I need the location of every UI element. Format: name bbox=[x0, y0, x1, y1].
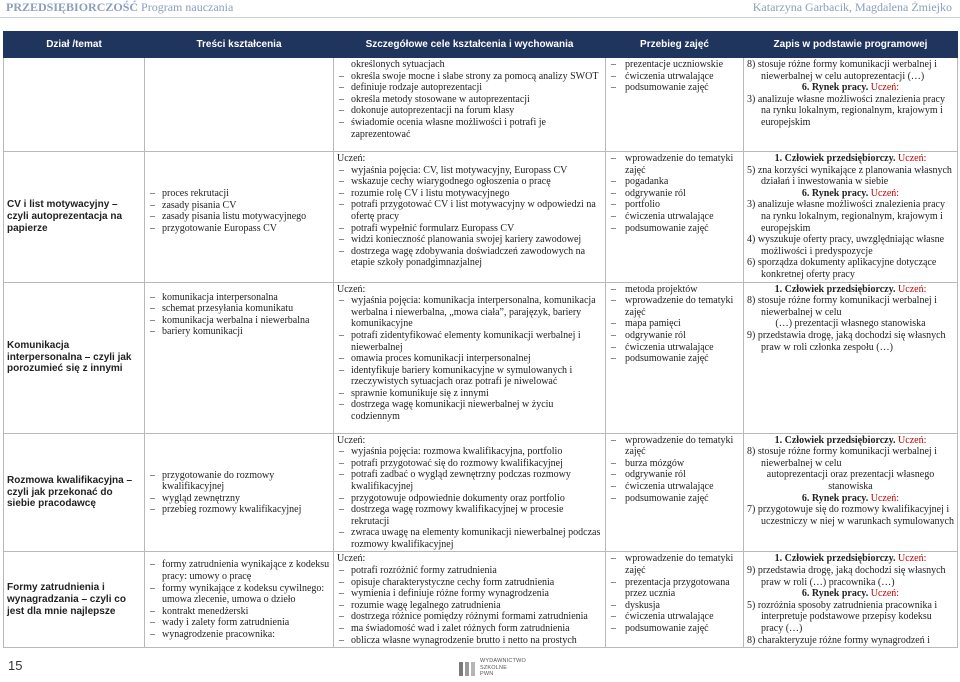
logo-line-3: PWN bbox=[480, 671, 494, 677]
course-item: – podsumowanie zajęć bbox=[609, 623, 740, 635]
curriculum-section bbox=[747, 153, 954, 165]
curriculum-section-title: 6. Rynek pracy. bbox=[801, 187, 869, 199]
table-row bbox=[4, 152, 958, 283]
content-item: – komunikacja interpersonalna bbox=[148, 292, 330, 304]
curriculum-text: (…) prezentacji własnego stanowiska bbox=[775, 318, 926, 330]
table-row bbox=[4, 552, 958, 648]
goal-item: – sprawnie komunikuje się z innymi bbox=[337, 388, 602, 400]
content-item: – przygotowanie do rozmowy kwalifikacyjnej bbox=[148, 470, 330, 493]
column-header-content: Treści kształcenia bbox=[145, 32, 334, 58]
goal-item: – opisuje charakterystyczne cechy form zatrudnienia bbox=[337, 577, 602, 589]
curriculum-section bbox=[747, 435, 954, 447]
course-list bbox=[609, 153, 740, 234]
curriculum-requirement: 8) stosuje różne formy komunikacji werbalnej i niewerbalnej w celu autoprezentacji (…) bbox=[747, 59, 937, 82]
curriculum-requirement: 5) zna korzyści wynikające z planowania własnych działań i inwestowania w siebie bbox=[747, 164, 952, 188]
course-item: – metoda projektów bbox=[609, 284, 740, 296]
course-item: – wprowadzenie do tematyki zajęć bbox=[609, 153, 740, 176]
curriculum-section-student: Uczeń: bbox=[868, 492, 900, 504]
course-item: – portfolio bbox=[609, 199, 740, 211]
curriculum-requirement: 8) stosuje różne formy komunikacji werbalnej i niewerbalnej w celu bbox=[747, 295, 937, 318]
content-list bbox=[148, 153, 330, 234]
page-header bbox=[0, 0, 960, 18]
curriculum-section bbox=[747, 493, 954, 505]
content-item: – proces rekrutacji bbox=[148, 188, 330, 200]
course-item: – podsumowanie zajęć bbox=[609, 353, 740, 365]
cell-course bbox=[606, 433, 744, 552]
course-list bbox=[609, 553, 740, 634]
curriculum-section-title: 1. Człowiek przedsiębiorczy. bbox=[774, 434, 896, 446]
cell-course bbox=[606, 552, 744, 648]
logo-line-1: WYDAWNICTWO bbox=[480, 658, 526, 664]
cell-core-curriculum bbox=[744, 152, 958, 283]
cell-goals bbox=[334, 282, 606, 433]
goals-lead: Uczeń: bbox=[337, 283, 366, 295]
goal-item: – wyjaśnia pojęcia: CV, list motywacyjny, Europass CV bbox=[337, 165, 602, 177]
cell-goals bbox=[334, 152, 606, 283]
goal-item: – przygotowuje odpowiednie dokumenty oraz portfolio bbox=[337, 493, 602, 505]
goal-item: – potrafi rozróżnić formy zatrudnienia bbox=[337, 565, 602, 577]
goal-item: – wskazuje cechy wiarygodnego ogłoszenia o pracę bbox=[337, 176, 602, 188]
content-item: – wynagrodzenie pracownika: bbox=[148, 629, 330, 641]
cell-topic: CV i list motywacyjny – czyli autoprezentacja na papierze bbox=[4, 152, 145, 283]
cell-core-curriculum bbox=[744, 282, 958, 433]
curriculum-requirement: 4) wyszukuje oferty pracy, uwzględniając własne możliwości i predyspozycje bbox=[747, 234, 945, 257]
publisher-logo bbox=[458, 658, 526, 680]
curriculum-requirement: 9) przedstawia drogę, jaką dochodzi się własnych praw w roli (…) pracownika (…) bbox=[747, 565, 946, 588]
content-item: – wady i zalety form zatrudnienia bbox=[148, 617, 330, 629]
curriculum-requirement: 3) analizuje własne możliwości znalezienia pracy na rynku lokalnym, regionalnym, krajowym i europejskim bbox=[747, 199, 945, 234]
course-item: – podsumowanie zajęć bbox=[609, 493, 740, 505]
goal-item: – oblicza własne wynagrodzenie brutto i netto na prostych bbox=[337, 635, 602, 647]
curriculum-requirement: 3) analizuje własne możliwości znalezienia pracy na rynku lokalnym, regionalnym, krajowym i europejskim bbox=[747, 93, 945, 128]
course-item: – burza mózgów bbox=[609, 458, 740, 470]
goal-item: – potrafi zadbać o wygląd zewnętrzny podczas rozmowy kwalifikacyjnej bbox=[337, 469, 602, 492]
goals-lead: Uczeń: bbox=[337, 553, 366, 565]
column-header-core-curriculum: Zapis w podstawie programowej bbox=[744, 32, 958, 58]
cell-course bbox=[606, 152, 744, 283]
publisher-logo-icon bbox=[458, 660, 476, 678]
goals-list bbox=[337, 153, 602, 269]
curriculum-section-student: Uczeń: bbox=[895, 553, 927, 565]
course-item: – wprowadzenie do tematyki zajęć bbox=[609, 553, 740, 576]
course-item: – ćwiczenia utrwalające bbox=[609, 211, 740, 223]
content-item: – kontrakt menedżerski bbox=[148, 606, 330, 618]
cell-goals bbox=[334, 58, 606, 152]
goals-lead: Uczeń: bbox=[337, 153, 366, 164]
brand-title: PRZEDSIĘBIORCZOŚĆ bbox=[6, 0, 139, 14]
goal-item: – potrafi przygotować CV i list motywacyjny w odpowiedzi na ofertę pracy bbox=[337, 199, 602, 222]
curriculum-requirement: 7) przygotowuje się do rozmowy kwalifikacyjnej i uczestniczy w niej w warunkach symulowanych bbox=[747, 504, 954, 527]
curriculum-requirement: 5) rozróżnia sposoby zatrudnienia pracownika i interpretuje podstawowe przepisy kodeksu pracy (…) bbox=[747, 599, 938, 635]
goals-list bbox=[337, 553, 602, 646]
column-header-topic: Dział /temat bbox=[4, 32, 145, 58]
goal-item: – zwraca uwagę na elementy komunikacji niewerbalnej podczas rozmowy kwalifikacyjnej bbox=[337, 527, 602, 550]
curriculum-requirement: 6) sporządza dokumenty aplikacyjne dotyczące konkretnej oferty pracy bbox=[747, 257, 937, 280]
goal-item: – definiuje rodzaje autoprezentacji bbox=[337, 82, 602, 94]
cell-content bbox=[145, 152, 334, 283]
goal-item: – widzi konieczność planowania swojej kariery zawodowej bbox=[337, 234, 602, 246]
curriculum-section bbox=[747, 284, 954, 296]
curriculum-section bbox=[747, 82, 954, 94]
cell-topic: Formy zatrudnienia i wynagradzania – czyli co jest dla mnie najlepsze bbox=[4, 552, 145, 648]
authors: Katarzyna Garbacik, Magdalena Żmiejko bbox=[752, 0, 952, 14]
course-item: – podsumowanie zajęć bbox=[609, 82, 740, 94]
goal-item: – wyjaśnia pojęcia: komunikacja interpersonalna, komunikacja werbalna i niewerbalna, „mowa ciała”, parajęzyk, bariery komunikacyjne bbox=[337, 295, 602, 330]
curriculum-section-title: 6. Rynek pracy. bbox=[801, 492, 869, 504]
curriculum-section bbox=[747, 553, 954, 565]
curriculum-section-title: 1. Człowiek przedsiębiorczy. bbox=[774, 153, 896, 164]
goal-item: – dostrzega wagę rozmowy kwalifikacyjnej w procesie rekrutacji bbox=[337, 504, 602, 527]
goals-list bbox=[337, 435, 602, 551]
cell-content bbox=[145, 282, 334, 433]
goal-item: określonych sytuacjach bbox=[351, 59, 445, 70]
brand bbox=[6, 2, 233, 14]
content-item: – wygląd zewnętrzny bbox=[148, 493, 330, 505]
content-item: – formy zatrudnienia wynikające z kodeksu pracy: umowy o pracę bbox=[148, 559, 330, 582]
course-list bbox=[609, 435, 740, 505]
goals-list bbox=[337, 59, 602, 140]
goal-item: – dostrzega wagę zdobywania doświadczeń zawodowych na etapie szkoły ponadgimnazjalnej bbox=[337, 246, 602, 269]
goal-item: – ma świadomość wad i zalet różnych form zatrudnienia bbox=[337, 623, 602, 635]
curriculum-section bbox=[747, 188, 954, 200]
goal-item: – omawia proces komunikacji interpersonalnej bbox=[337, 353, 602, 365]
page-number: 15 bbox=[8, 658, 23, 673]
course-item: – odgrywanie ról bbox=[609, 188, 740, 200]
curriculum-section-student: Uczeń: bbox=[868, 187, 900, 199]
course-item: – odgrywanie ról bbox=[609, 469, 740, 481]
course-item: – prezentacja przygotowana przez ucznia bbox=[609, 577, 740, 600]
course-item: – ćwiczenia utrwalające bbox=[609, 342, 740, 354]
goal-item: – potrafi zidentyfikować elementy komunikacji werbalnej i niewerbalnej bbox=[337, 330, 602, 353]
goal-item: – określa swoje mocne i słabe strony za pomocą analizy SWOT bbox=[337, 71, 602, 83]
column-header-course: Przebieg zajęć bbox=[606, 32, 744, 58]
content-list bbox=[148, 553, 330, 640]
brand-subtitle: Program nauczania bbox=[141, 0, 234, 14]
goal-item: – wyjaśnia pojęcia: rozmowa kwalifikacyjna, portfolio bbox=[337, 446, 602, 458]
course-item: – wprowadzenie do tematyki zajęć bbox=[609, 435, 740, 458]
course-item: – ćwiczenia utrwalające bbox=[609, 71, 740, 83]
curriculum-section-title: 6. Rynek pracy. bbox=[801, 82, 869, 94]
lesson-plan-table bbox=[3, 31, 958, 648]
content-item: – schemat przesyłania komunikatu bbox=[148, 303, 330, 315]
curriculum-requirement: 9) przedstawia drogę, jaką dochodzi się własnych praw w roli członka zespołu (…) bbox=[747, 329, 946, 353]
curriculum-section-student: Uczeń: bbox=[895, 153, 927, 164]
table-row bbox=[4, 282, 958, 433]
cell-goals bbox=[334, 552, 606, 648]
content-item: – komunikacja werbalna i niewerbalna bbox=[148, 315, 330, 327]
curriculum-requirement: 8) charakteryzuje różne formy wynagrodzeń i bbox=[747, 634, 930, 646]
curriculum-section bbox=[747, 588, 954, 600]
cell-content bbox=[145, 552, 334, 648]
goal-item: – potrafi przygotować się do rozmowy kwalifikacyjnej bbox=[337, 458, 602, 470]
curriculum-text: autoprezentacji oraz prezentacji własnego stanowiska bbox=[766, 469, 935, 492]
cell-goals bbox=[334, 433, 606, 552]
course-list bbox=[609, 59, 740, 94]
course-item: – odgrywanie ról bbox=[609, 330, 740, 342]
goal-item: – dostrzega wagę komunikacji niewerbalnej w życiu codziennym bbox=[337, 399, 602, 422]
content-list bbox=[148, 435, 330, 516]
table-row bbox=[4, 58, 958, 152]
cell-content bbox=[145, 58, 334, 152]
logo-line-2: SZKOLNE bbox=[480, 664, 508, 671]
goal-item: – rozumie wagę legalnego zatrudnienia bbox=[337, 600, 602, 612]
table-row bbox=[4, 433, 958, 552]
cell-course bbox=[606, 58, 744, 152]
content-list bbox=[148, 284, 330, 338]
curriculum-section-title: 1. Człowiek przedsiębiorczy. bbox=[774, 553, 896, 565]
goal-item: – dokonuje autoprezentacji na forum klasy bbox=[337, 105, 602, 117]
goal-item: – świadomie ocenia własne możliwości i potrafi je zaprezentować bbox=[337, 117, 602, 140]
curriculum-section-student: Uczeń: bbox=[895, 434, 927, 446]
course-item: – dyskusja bbox=[609, 600, 740, 612]
course-item: – ćwiczenia utrwalające bbox=[609, 611, 740, 623]
content-item: – zasady pisania CV bbox=[148, 200, 330, 212]
cell-content bbox=[145, 433, 334, 552]
cell-topic: Rozmowa kwalifikacyjna – czyli jak przekonać do siebie pracodawcę bbox=[4, 433, 145, 552]
content-item: – przygotowanie Europass CV bbox=[148, 223, 330, 235]
table-header-row bbox=[4, 32, 958, 58]
goal-item: – identyfikuje bariery komunikacyjne w symulowanych i rzeczywistych sytuacjach oraz potrafi je niwelować bbox=[337, 365, 602, 388]
course-item: – mapa pamięci bbox=[609, 318, 740, 330]
course-item: – wprowadzenie do tematyki zajęć bbox=[609, 295, 740, 318]
content-item: – formy wynikające z kodeksu cywilnego: umowa zlecenie, umowa o dzieło bbox=[148, 583, 330, 606]
cell-core-curriculum bbox=[744, 433, 958, 552]
course-item: – prezentacje uczniowskie bbox=[609, 59, 740, 71]
goals-list bbox=[337, 284, 602, 423]
goal-item: – rozumie rolę CV i listu motywacyjnego bbox=[337, 188, 602, 200]
cell-core-curriculum bbox=[744, 552, 958, 648]
course-list bbox=[609, 284, 740, 365]
goal-item: – potrafi wypełnić formularz Europass CV bbox=[337, 223, 602, 235]
publisher-logo-text bbox=[480, 658, 526, 678]
course-item: – podsumowanie zajęć bbox=[609, 223, 740, 235]
content-item: – przebieg rozmowy kwalifikacyjnej bbox=[148, 504, 330, 516]
cell-course bbox=[606, 282, 744, 433]
column-header-goals: Szczegółowe cele kształcenia i wychowania bbox=[334, 32, 606, 58]
goal-item: – dostrzega różnice pomiędzy różnymi formami zatrudnienia bbox=[337, 611, 602, 623]
cell-topic: Komunikacja interpersonalna – czyli jak porozumieć się z innymi bbox=[4, 282, 145, 433]
content-item: – zasady pisania listu motywacyjnego bbox=[148, 211, 330, 223]
curriculum-requirement: 8) stosuje różne formy komunikacji werbalnej i niewerbalnej w celu bbox=[747, 446, 937, 469]
content-item: – bariery komunikacji bbox=[148, 326, 330, 338]
curriculum-section-student: Uczeń: bbox=[868, 82, 900, 94]
course-item: – ćwiczenia utrwalające bbox=[609, 481, 740, 493]
goal-item: – określa metody stosowane w autoprezentacji bbox=[337, 94, 602, 106]
goals-lead: Uczeń: bbox=[337, 434, 366, 446]
course-item: – pogadanka bbox=[609, 176, 740, 188]
curriculum-section-student: Uczeń: bbox=[895, 283, 927, 295]
curriculum-section-title: 6. Rynek pracy. bbox=[801, 588, 869, 600]
cell-topic bbox=[4, 58, 145, 152]
cell-core-curriculum bbox=[744, 58, 958, 152]
curriculum-section-title: 1. Człowiek przedsiębiorczy. bbox=[774, 283, 896, 295]
goal-item: – wymienia i definiuje różne formy wynagrodzenia bbox=[337, 588, 602, 600]
curriculum-section-student: Uczeń: bbox=[868, 588, 900, 600]
